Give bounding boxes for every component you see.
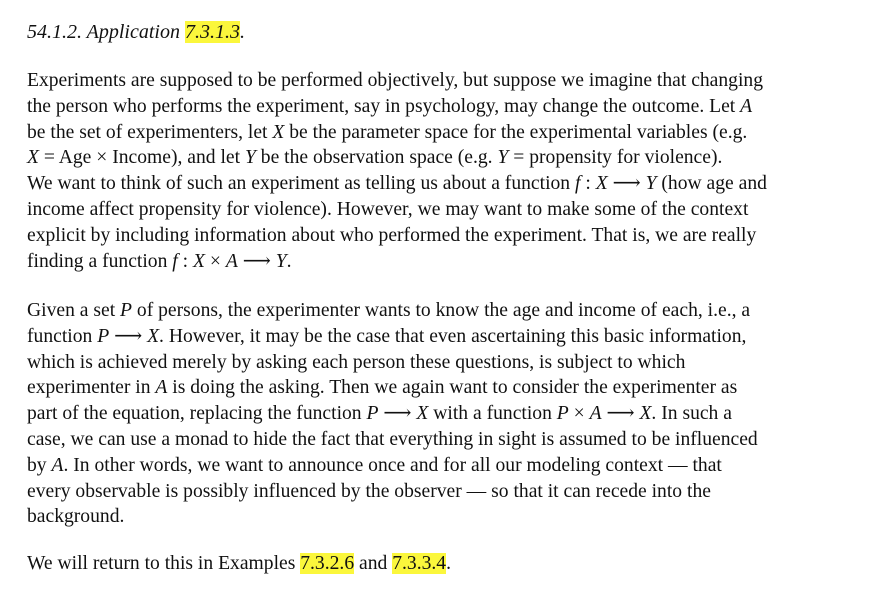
math-symbol: A xyxy=(51,454,64,476)
math-symbol: Y xyxy=(275,250,287,272)
text-line xyxy=(27,223,867,249)
text-run: (how age and xyxy=(656,173,767,195)
text-line xyxy=(27,324,867,350)
text-run: × xyxy=(568,403,590,425)
text-run: by xyxy=(27,454,52,476)
heading-trailing-period: . xyxy=(239,21,245,43)
text-run: part of the equation, replacing the function xyxy=(27,403,367,425)
text-run: ⟶ xyxy=(378,403,417,425)
paragraph-2 xyxy=(27,298,867,530)
math-symbol: P xyxy=(366,403,379,425)
text-run: be the observation space (e.g. xyxy=(255,147,498,169)
text-run: every observable is possibly influenced by the observer — so that it can recede into the xyxy=(27,480,711,502)
text-run: finding a function xyxy=(27,250,173,272)
math-symbol: A xyxy=(225,250,238,272)
text-run: We want to think of such an experiment as telling us about a function xyxy=(27,173,576,195)
text-line xyxy=(27,197,867,223)
text-run: with a function xyxy=(428,403,557,425)
text-run: explicit by including information about who performed the experiment. That is, we are really xyxy=(27,224,757,246)
math-symbol: A xyxy=(589,403,602,425)
text-run: experimenter in xyxy=(27,377,156,399)
math-symbol: Y xyxy=(244,147,256,169)
text-run: Given a set xyxy=(27,300,121,321)
text-line xyxy=(27,479,867,505)
text-run: . However, it may be the case that even ascertaining this basic information, xyxy=(159,325,747,347)
paragraph-3-suffix: . xyxy=(446,553,452,574)
text-line xyxy=(27,120,867,146)
math-symbol: P xyxy=(120,300,133,321)
example-link-2[interactable]: 7.3.3.4 xyxy=(392,553,447,574)
text-line xyxy=(27,249,867,275)
text-run: : xyxy=(580,173,596,195)
text-run: Experiments are supposed to be performed objectively, but suppose we imagine that changing xyxy=(27,70,764,91)
text-run: be the set of experimenters, let xyxy=(27,121,273,143)
text-run: . In such a xyxy=(651,403,732,425)
math-symbol: A xyxy=(740,95,753,117)
paragraph-3-middle: and xyxy=(354,553,393,574)
text-run: . In other words, we want to announce once and for all our modeling context — that xyxy=(63,454,722,476)
text-run: function xyxy=(27,325,98,347)
text-line xyxy=(27,298,867,324)
text-run: case, we can use a monad to hide the fact that everything in sight is assumed to be influenced xyxy=(27,428,758,450)
text-line xyxy=(27,350,867,376)
math-symbol: P xyxy=(556,403,569,425)
math-symbol: X xyxy=(416,403,429,425)
math-symbol: X xyxy=(193,250,205,272)
text-run: ⟶ xyxy=(109,325,148,347)
text-line xyxy=(27,427,867,453)
text-run: : xyxy=(177,250,193,272)
math-symbol: X xyxy=(595,173,608,195)
paragraph-3-prefix: We will return to this in Examples xyxy=(27,553,301,574)
text-line xyxy=(27,551,867,577)
math-symbol: X xyxy=(272,121,285,143)
example-link-1[interactable]: 7.3.2.6 xyxy=(300,553,355,574)
text-run: the person who performs the experiment, say in psychology, may change the outcome. Let xyxy=(27,95,741,117)
math-symbol: Y xyxy=(645,173,657,195)
text-run: ⟶ xyxy=(237,250,276,272)
math-symbol: f xyxy=(172,250,178,272)
text-line xyxy=(27,145,867,171)
paragraph-1 xyxy=(27,68,867,274)
text-line xyxy=(27,453,867,479)
text-run: ⟶ xyxy=(601,403,640,425)
text-run: = propensity for violence). xyxy=(508,147,723,169)
text-line xyxy=(27,401,867,427)
text-run: be the parameter space for the experimental variables (e.g. xyxy=(284,121,748,143)
text-run: × xyxy=(204,250,226,272)
text-line xyxy=(27,375,867,401)
text-line xyxy=(27,68,867,94)
math-symbol: A xyxy=(155,377,168,399)
text-run: . xyxy=(286,250,292,272)
math-symbol: P xyxy=(97,325,110,347)
section-title: Application xyxy=(86,21,180,43)
text-run: = Age × Income), and let xyxy=(38,147,245,169)
section-heading xyxy=(27,20,245,44)
text-line xyxy=(27,94,867,120)
text-run: ⟶ xyxy=(607,173,646,195)
math-symbol: X xyxy=(639,403,652,425)
text-run: which is achieved merely by asking each person these questions, is subject to which xyxy=(27,351,686,373)
text-run: is doing the asking. Then we again want to consider the experimenter as xyxy=(167,377,738,399)
math-symbol: f xyxy=(575,173,581,195)
text-line xyxy=(27,171,867,197)
text-run: background. xyxy=(27,506,125,528)
text-run: income affect propensity for violence). However, we may want to make some of the context xyxy=(27,198,749,220)
text-line xyxy=(27,504,867,530)
paragraph-3 xyxy=(27,551,867,577)
math-symbol: X xyxy=(147,325,160,347)
math-symbol: Y xyxy=(497,147,509,169)
math-symbol: X xyxy=(27,147,39,169)
text-run: of persons, the experimenter wants to know the age and income of each, i.e., a xyxy=(132,300,751,321)
section-number: 54.1.2. xyxy=(27,21,82,43)
cross-reference-link[interactable]: 7.3.1.3 xyxy=(184,21,240,43)
